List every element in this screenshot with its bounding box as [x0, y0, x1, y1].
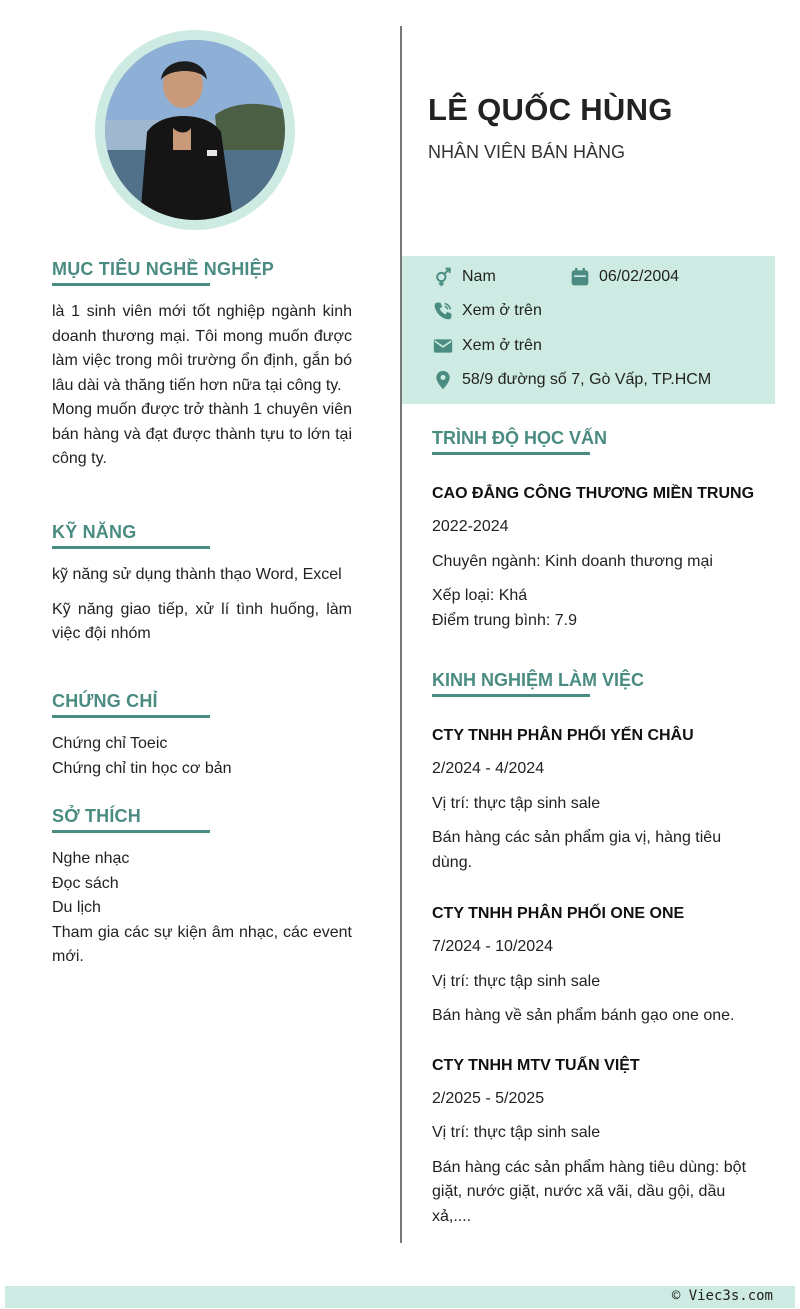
- hobby-item-4: Tham gia các sự kiện âm nhạc, các event mới.: [52, 923, 352, 965]
- job-company: CTY TNHH MTV TUẤN VIỆT: [432, 1056, 640, 1074]
- certs-section: [52, 691, 352, 781]
- phone-icon: [432, 300, 454, 322]
- contact-info-box: [402, 256, 775, 404]
- hobbies-title: SỞ THÍCH: [52, 806, 352, 833]
- job-period: 2/2025 - 5/2025: [432, 1089, 545, 1107]
- birthday-value: 06/02/2004: [599, 268, 680, 285]
- avatar-ring: [95, 30, 295, 230]
- footer-copyright[interactable]: © Viec3s.com: [671, 1288, 773, 1304]
- job-period: 2/2024 - 4/2024: [432, 760, 545, 777]
- email-row: [432, 335, 542, 357]
- objective-section: [52, 259, 352, 472]
- job-position: Vị trí: thực tập sinh sale: [432, 972, 601, 990]
- column-divider: [400, 26, 402, 1243]
- education-title: TRÌNH ĐỘ HỌC VẤN: [432, 428, 762, 455]
- job-company: CTY TNHH PHÂN PHỐI ONE ONE: [432, 905, 685, 922]
- objective-title: MỤC TIÊU NGHỀ NGHIỆP: [52, 259, 352, 286]
- email-icon: [432, 335, 454, 357]
- job-position: Vị trí: thực tập sinh sale: [432, 794, 601, 812]
- portrait-photo-icon: [105, 40, 285, 220]
- education-rank: Xếp loại: Khá: [432, 587, 528, 604]
- job-description: Bán hàng về sản phẩm bánh gạo one one.: [432, 1007, 735, 1024]
- hobby-item-3: Du lịch: [52, 899, 101, 916]
- education-gpa: Điểm trung bình: 7.9: [432, 611, 577, 629]
- job-period: 7/2024 - 10/2024: [432, 938, 553, 955]
- job-position: Vị trí: thực tập sinh sale: [432, 1124, 601, 1141]
- location-pin-icon: [432, 369, 454, 391]
- gender-value: Nam: [462, 268, 496, 285]
- experience-title: KINH NGHIỆM LÀM VIỆC: [432, 670, 762, 697]
- footer-bar: [5, 1286, 795, 1308]
- education-major: Chuyên ngành: Kinh doanh thương mại: [432, 552, 713, 570]
- hobby-item-2: Đọc sách: [52, 874, 119, 892]
- phone-value: Xem ở trên: [462, 302, 542, 319]
- job-company: CTY TNHH PHÂN PHỐI YẾN CHÂU: [432, 727, 694, 744]
- email-value: Xem ở trên: [462, 337, 542, 354]
- cert-item-2: Chứng chỉ tin học cơ bản: [52, 759, 232, 777]
- certs-title: CHỨNG CHỈ: [52, 691, 352, 718]
- skills-section: [52, 522, 352, 647]
- job-entry: [432, 1057, 762, 1230]
- calendar-icon: [569, 266, 591, 288]
- hobbies-section: [52, 806, 352, 970]
- job-entry: [432, 905, 762, 1029]
- education-section: [432, 428, 762, 633]
- candidate-role: NHÂN VIÊN BÁN HÀNG: [428, 142, 626, 162]
- objective-paragraph-1: là 1 sinh viên mới tốt nghiệp ngành kinh doanh thương mại. Tôi mong muốn được làm việc trong môi trường ổn định, gắn bó lâu dài và thăng tiến hơn nữa tại công ty.: [52, 303, 352, 394]
- objective-paragraph-2: Mong muốn được trở thành 1 chuyên viên bán hàng và đạt được thành tựu to lớn tại công ty.: [52, 401, 352, 467]
- education-years: 2022-2024: [432, 518, 509, 535]
- skills-title: KỸ NĂNG: [52, 522, 352, 549]
- gender-row: [432, 266, 496, 288]
- skill-item-1: kỹ năng sử dụng thành thạo Word, Excel: [52, 566, 342, 583]
- experience-section: [432, 670, 762, 1229]
- job-entry: [432, 727, 762, 875]
- address-value: 58/9 đường số 7, Gò Vấp, TP.HCM: [462, 371, 712, 388]
- gender-icon: [432, 266, 454, 288]
- address-row: [432, 369, 711, 391]
- cert-item-1: Chứng chỉ Toeic: [52, 735, 168, 752]
- phone-row: [432, 300, 542, 322]
- hobby-item-1: Nghe nhạc: [52, 850, 130, 867]
- skill-item-2: Kỹ năng giao tiếp, xử lí tình huống, làm việc đội nhóm: [52, 600, 352, 642]
- candidate-name: LÊ QUỐC HÙNG: [428, 92, 673, 127]
- birthday-row: [569, 266, 679, 288]
- job-description: Bán hàng các sản phẩm hàng tiêu dùng: bột giặt, nước giặt, nước xã vãi, dầu gội, dầu xả,....: [432, 1158, 747, 1225]
- school-name: CAO ĐẲNG CÔNG THƯƠNG MIỀN TRUNG: [432, 485, 755, 502]
- avatar: [105, 40, 285, 220]
- job-description: Bán hàng các sản phẩm gia vị, hàng tiêu dùng.: [432, 829, 722, 871]
